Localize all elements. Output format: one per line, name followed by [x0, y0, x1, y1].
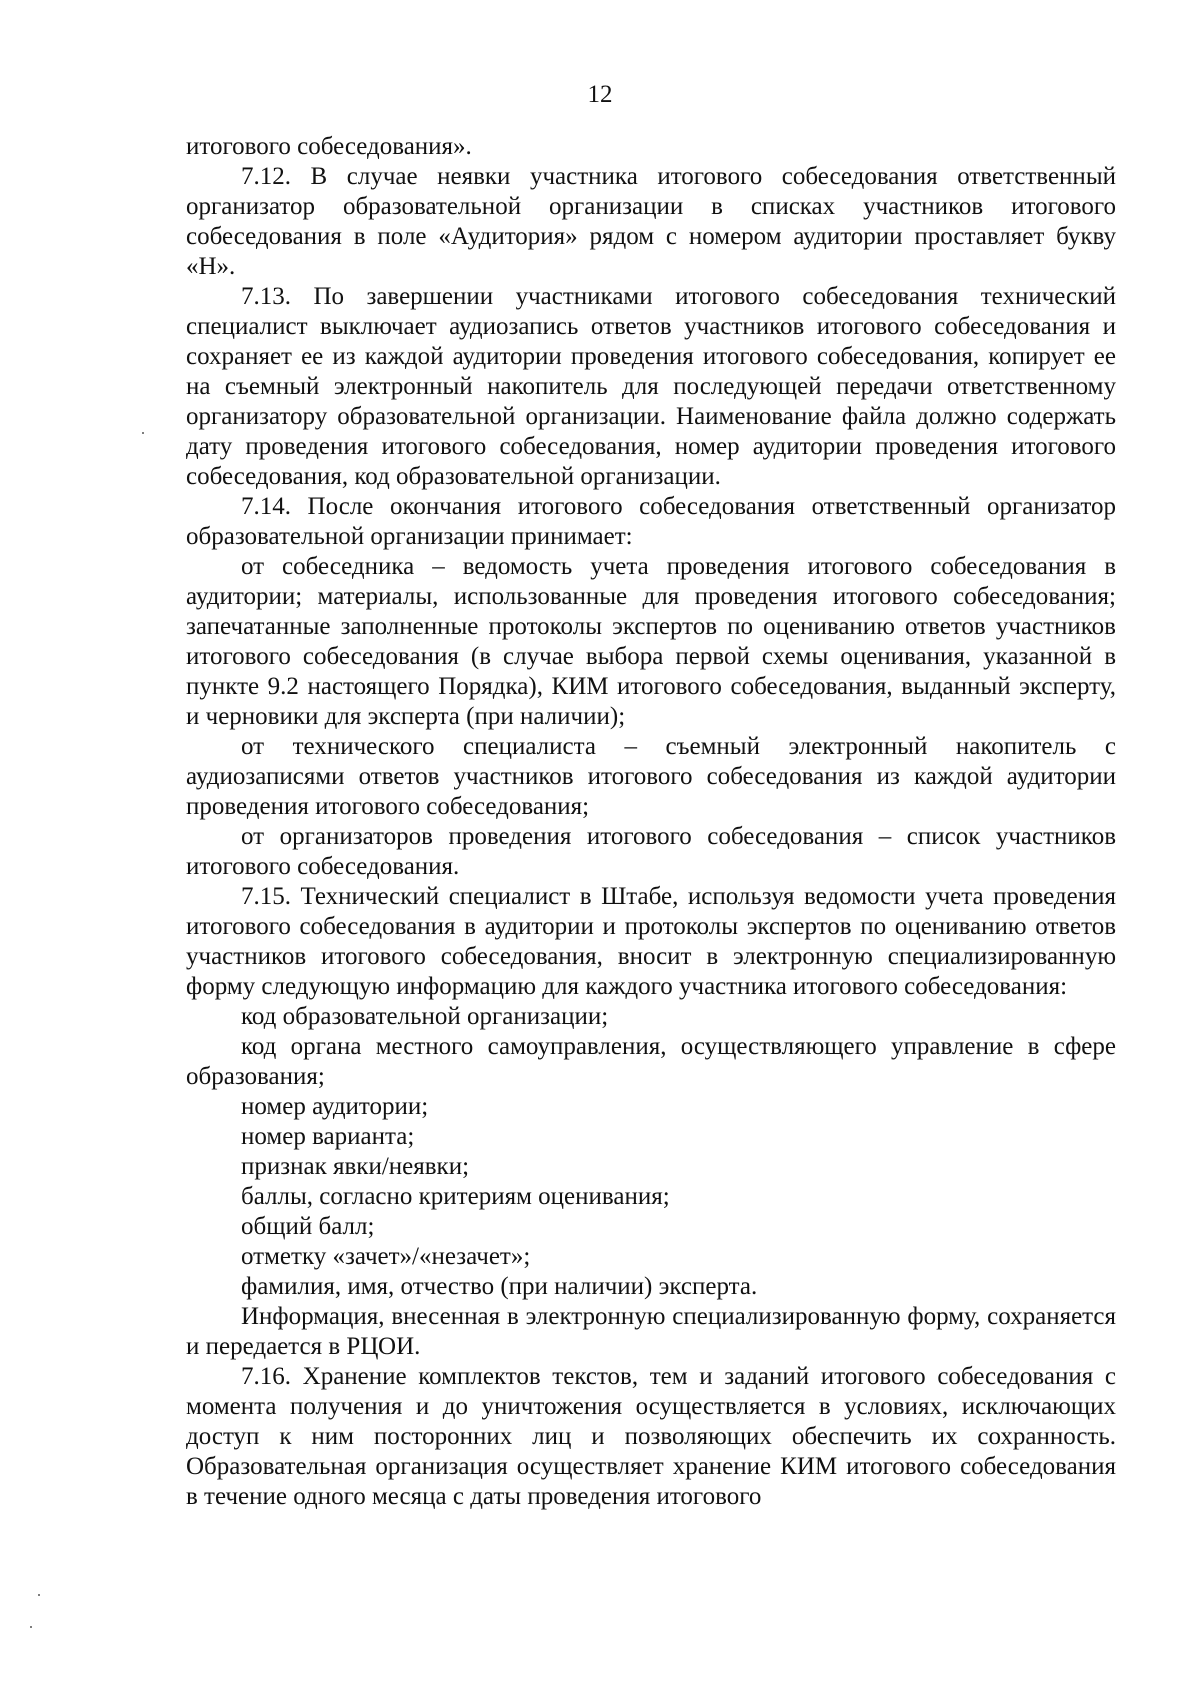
- scan-speck: [30, 1626, 32, 1628]
- paragraph-7-12: 7.12. В случае неявки участника итогового собеседования ответственный организатор образовательной организации в списках участников итогового собеседования в поле «Аудитория» рядом с номером аудитории проставляет букву «Н».: [186, 163, 1116, 280]
- paragraph-from-organizers: от организаторов проведения итогового собеседования – список участников итогового собеседования.: [186, 823, 1116, 880]
- paragraph-from-interviewer: от собеседника – ведомость учета проведения итогового собеседования в аудитории; материалы, использованные для проведения итогового собеседования; запечатанные заполненные протоколы экспертов по оцениванию ответов участников итогового собеседования (в случае выбора первой схемы оценивания, указанной в пункте 9.2 настоящего Порядка), КИМ итогового собеседования, выданный эксперту, и черновики для эксперта (при наличии);: [186, 553, 1116, 730]
- list-item-expert-name: фамилия, имя, отчество (при наличии) эксперта.: [241, 1273, 758, 1300]
- paragraph-from-tech-specialist: от технического специалиста – съемный электронный накопитель с аудиозаписями ответов участников итогового собеседования из каждой аудитории проведения итогового собеседования;: [186, 733, 1116, 820]
- list-item-room-number: номер аудитории;: [241, 1093, 429, 1120]
- paragraph-7-16: 7.16. Хранение комплектов текстов, тем и заданий итогового собеседования с момента получения и до уничтожения осуществляется в условиях, исключающих доступ к ним посторонних лиц и позволяющих обеспечить их сохранность. Образовательная организация осуществляет хранение КИМ итогового собеседования в течение одного месяца с даты проведения итогового: [186, 1363, 1116, 1510]
- scan-speck: [38, 1594, 40, 1596]
- document-body: [186, 132, 1116, 1512]
- list-item-criteria-scores: баллы, согласно критериям оценивания;: [241, 1183, 670, 1210]
- paragraph-7-15: 7.15. Технический специалист в Штабе, используя ведомости учета проведения итогового собеседования в аудитории и протоколы экспертов по оцениванию ответов участников итогового собеседования, вносит в электронную специализированную форму следующую информацию для каждого участника итогового собеседования:: [186, 883, 1116, 1000]
- paragraph-7-13: 7.13. По завершении участниками итогового собеседования технический специалист выключает аудиозапись ответов участников итогового собеседования и сохраняет ее из каждой аудитории проведения итогового собеседования, копирует ее на съемный электронный накопитель для последующей передачи ответственному организатору образовательной организации. Наименование файла должно содержать дату проведения итогового собеседования, номер аудитории проведения итогового собеседования, код образовательной организации.: [186, 283, 1116, 490]
- paragraph-info-saved: Информация, внесенная в электронную специализированную форму, сохраняется и передается в РЦОИ.: [186, 1303, 1116, 1360]
- list-item-attendance: признак явки/неявки;: [241, 1153, 470, 1180]
- scan-speck: [142, 432, 144, 434]
- list-item-variant-number: номер варианта;: [241, 1123, 415, 1150]
- paragraph-7-14: 7.14. После окончания итогового собеседования ответственный организатор образовательной организации принимает:: [186, 493, 1116, 550]
- page-number: 12: [587, 81, 613, 108]
- list-item-org-code: код образовательной организации;: [241, 1003, 609, 1030]
- list-item-total-score: общий балл;: [241, 1213, 375, 1240]
- paragraph-continuation: итогового собеседования».: [186, 133, 472, 160]
- list-item-pass-fail: отметку «зачет»/«незачет»;: [241, 1243, 531, 1270]
- list-item-authority-code: код органа местного самоуправления, осуществляющего управление в сфере образования;: [186, 1033, 1116, 1090]
